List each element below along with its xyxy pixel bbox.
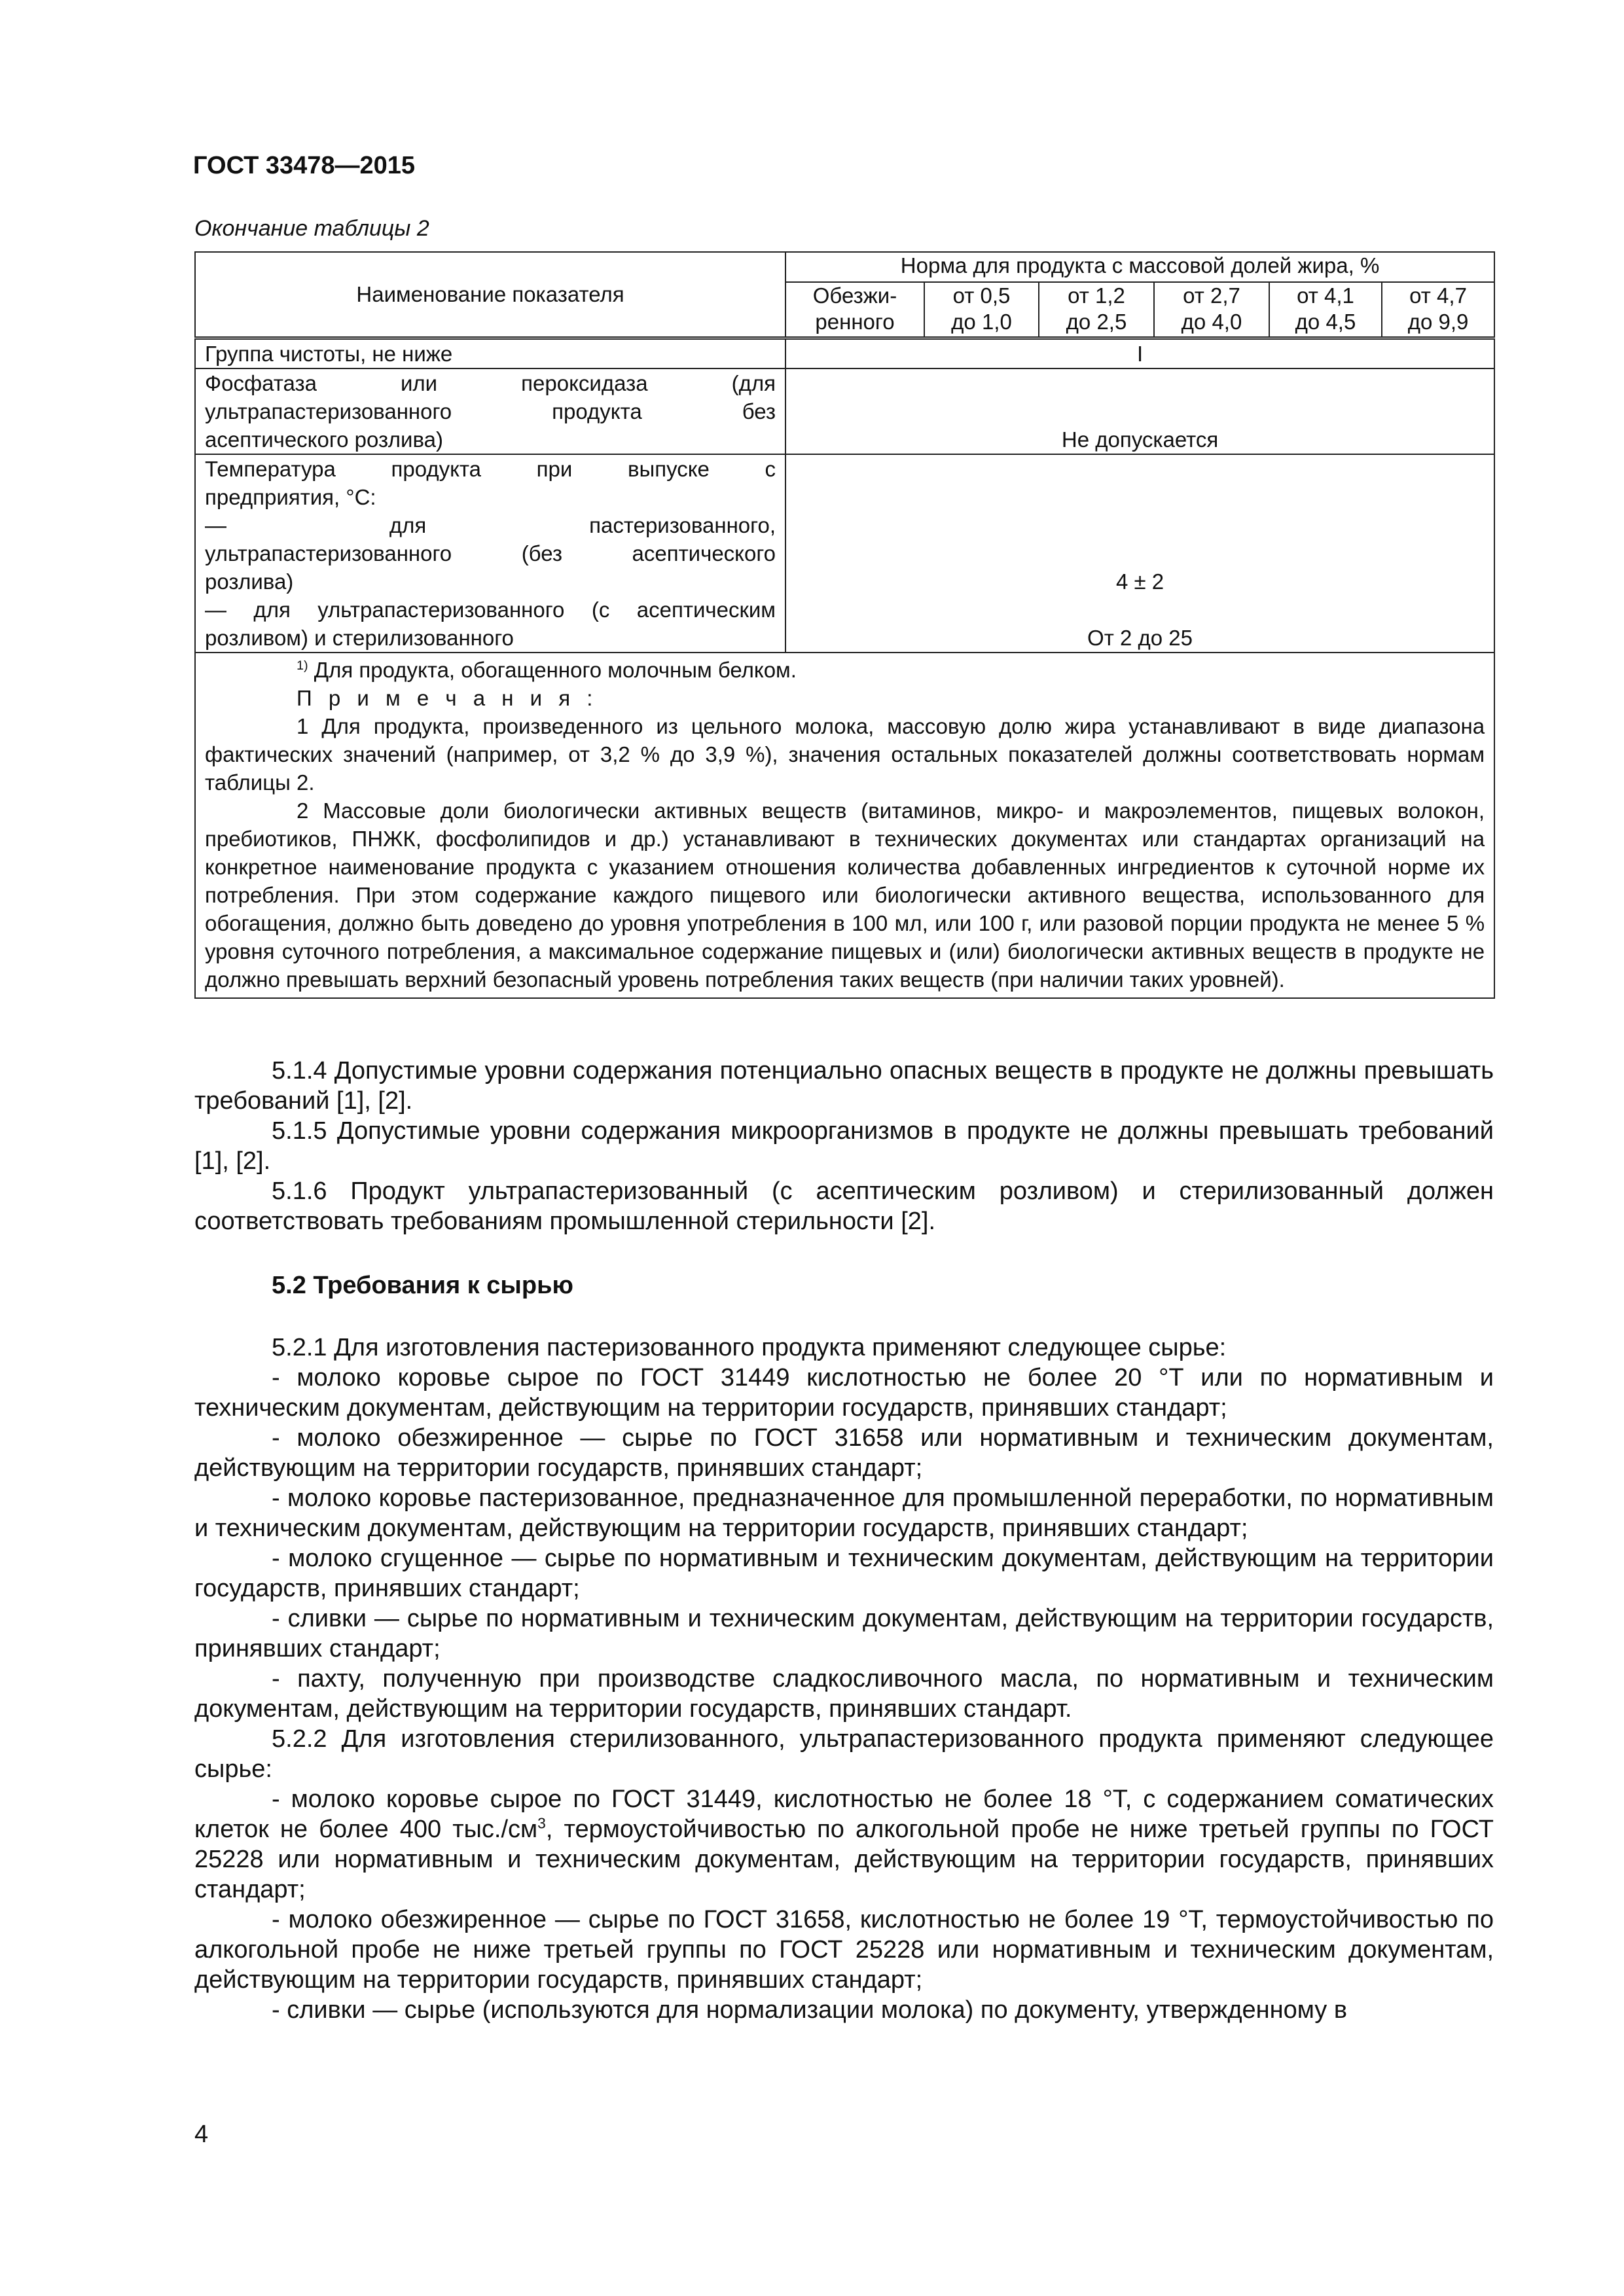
list-item: - молоко сгущенное — сырье по нормативным и техническим документам, действующим на территории государств, принявших стандарт; [194,1545,1494,1602]
list-item: - молоко коровье сырое по ГОСТ 31449 кислотностью не более 20 °Т или по нормативным и техническим документам, действующим на территории государств, принявших стандарт; [194,1364,1494,1422]
table-row [195,338,1494,369]
note-1: 1 Для продукта, произведенного из цельного молока, массовую долю жира устанавливают в виде диапазона фактических значений (например, от 3,2 % до 3,9 %), значения остальных показателей должны соответствовать нормам таблицы 2. [205,714,1485,795]
list-item: - сливки — сырье (используются для нормализации молока) по документу, утвержденному в [272,1996,1348,2024]
body-text-2 [194,1333,1494,2025]
fat-col-header: от 4,1 до 4,5 [1269,282,1382,338]
list-item: - сливки — сырье по нормативным и техническим документам, действующим на территории государств, принявших стандарт; [194,1605,1494,1662]
table-row [195,454,1494,653]
table-header-row [195,252,1494,282]
page-number: 4 [194,2121,209,2148]
col-name-header: Наименование показателя [195,252,785,338]
fat-col-header: от 4,7 до 9,9 [1382,282,1494,338]
list-item: - молоко обезжиренное — сырье по ГОСТ 31658 или нормативным и техническим документам, действующим на территории государств, принявших стандарт; [194,1424,1494,1482]
row-name: Фосфатаза или пероксидаза (для ультрапастеризованного продукта без асептического розлива) [195,368,785,454]
paragraph-5-1-4: 5.1.4 Допустимые уровни содержания потенциально опасных веществ в продукте не должны превышать требований [1], [2]. [194,1057,1494,1115]
table-notes-row [195,653,1494,998]
paragraph-5-1-5: 5.1.5 Допустимые уровни содержания микроорганизмов в продукте не должны превышать требований [1], [2]. [194,1117,1494,1175]
list-item: - молоко коровье пастеризованное, предназначенное для промышленной переработки, по нормативным и техническим документам, действующим на территории государств, принявших стандарт; [194,1484,1494,1542]
footnote: $^{1)}$ Для продукта, обогащенного молочным белком. [297,658,797,682]
row-value: I [785,338,1494,369]
fat-col-header: Обезжи- ренного [785,282,924,338]
notes-title: П р и м е ч а н и я : [297,686,598,710]
temperature-value-2: От 2 до 25 [1087,626,1193,650]
list-item: - молоко обезжиренное — сырье по ГОСТ 31658, кислотностью не более 19 °Т, термоустойчивостью по алкогольной пробе не ниже третьей группы по ГОСТ 25228 или нормативным и техническим документам, действующим на территории государств, принявших стандарт; [194,1906,1494,1994]
row-name: Температура продукта при выпуске с предприятия, °С: — для пастеризованного, ультрапастеризованного (без асептического розлива) — для ультрапастеризованного (с асептическим розливом) и стерилизованного [195,454,785,653]
row-value: Не допускается [785,368,1494,454]
row-name: Группа чистоты, не ниже [195,338,785,369]
document-header: ГОСТ 33478—2015 [193,152,416,179]
temperature-value-1: 4 ± 2 [1115,569,1164,594]
paragraph-5-1-6: 5.1.6 Продукт ультрапастеризованный (с асептическим розливом) и стерилизованный должен соответствовать требованиям промышленной стерильности [2]. [194,1177,1494,1235]
list-item: - пахту, полученную при производстве сладкосливочного масла, по нормативным и техническим документам, действующим на территории государств, принявших стандарт. [194,1665,1494,1723]
norm-header: Норма для продукта с массовой долей жира, % [785,252,1494,282]
table-caption: Окончание таблицы 2 [194,216,429,241]
requirements-table [194,251,1495,999]
row-value [785,454,1494,653]
fat-col-header: от 1,2 до 2,5 [1039,282,1154,338]
fat-col-header: от 0,5 до 1,0 [924,282,1039,338]
fat-col-header: от 2,7 до 4,0 [1154,282,1269,338]
table-row [195,368,1494,454]
list-item: - молоко коровье сырое по ГОСТ 31449, кислотностью не более 18 °Т, с содержанием соматических клеток не более 400 $тыс./см^3$, термоустойчивостью по алкогольной пробе не ниже третьей группы по ГОСТ 25228 или нормативным и техническим документам, действующим на территории государств, принявших стандарт; [194,1785,1494,1903]
paragraph-5-2-1: 5.2.1 Для изготовления пастеризованного продукта применяют следующее сырье: [272,1334,1227,1361]
body-text-1 [194,1056,1494,1236]
section-5-2-heading: 5.2 Требования к сырью [272,1272,573,1299]
table-notes [195,653,1494,998]
paragraph-5-2-2: 5.2.2 Для изготовления стерилизованного, ультрапастеризованного продукта применяют следующее сырье: [194,1725,1494,1783]
note-2: 2 Массовые доли биологически активных веществ (витаминов, микро- и макроэлементов, пищевых волокон, пребиотиков, ПНЖК, фосфолипидов и др.) устанавливают в технических документах или стандартах организаций на конкретное наименование продукта с указанием отношения количества добавленных ингредиентов к суточной норме их потребления. При этом содержание каждого пищевого или биологически активного вещества, использованного для обогащения, должно быть доведено до уровня употребления в 100 мл, или 100 г, или разовой порции продукта не менее 5 % уровня суточного потребления, а максимальное содержание пищевых и (или) биологически активных веществ в продукте не должно превышать верхний безопасный уровень потребления таких веществ (при наличии таких уровней). [205,798,1485,992]
